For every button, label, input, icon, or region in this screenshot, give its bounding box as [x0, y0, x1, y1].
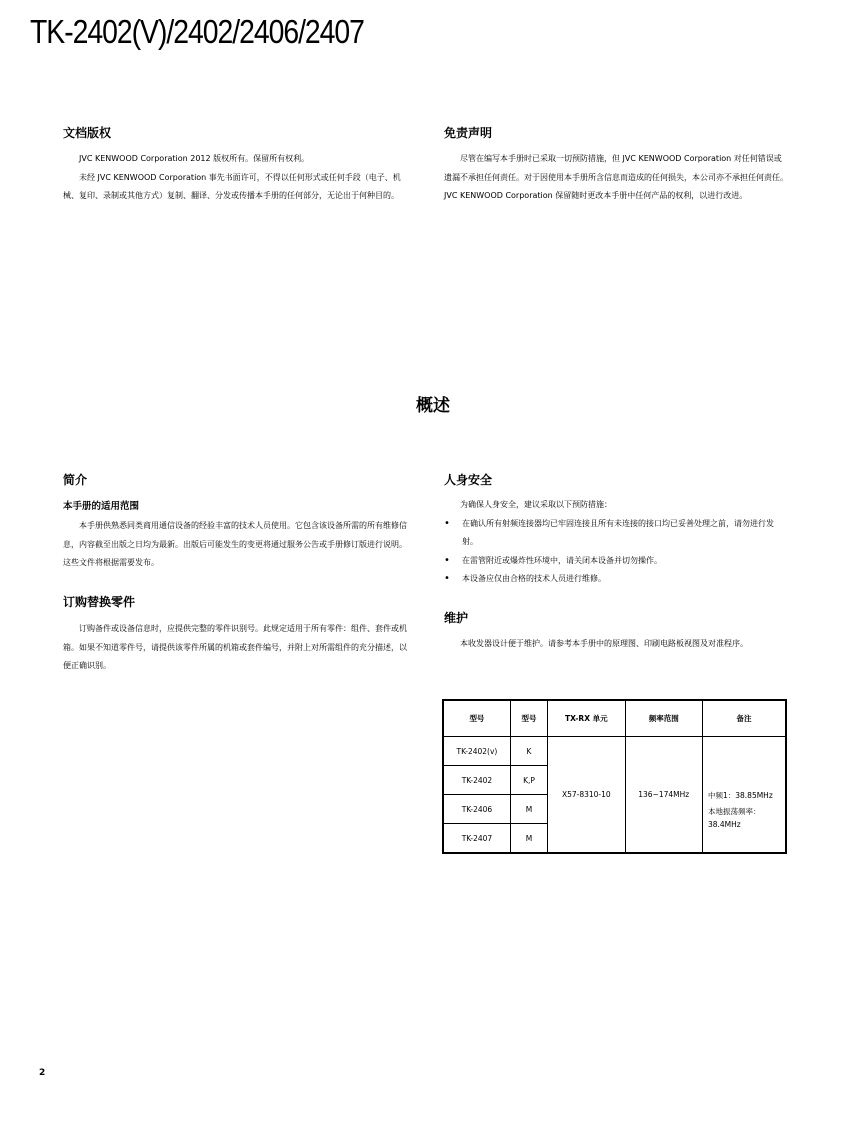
copyright-paragraph-2: 未经 JVC KENWOOD Corporation 事先书面许可，不得以任何形式或任何手段（电子、机械、复印、录制或其他方式）复制、翻译、分发或传播本手册的任何部分，无论出于何种目的。	[63, 172, 401, 200]
model-cell: TK-2402(v)	[443, 737, 510, 766]
col-header-unit: TX-RX 单元	[548, 700, 625, 737]
safety-text	[444, 496, 788, 589]
remarks-if: 中频1：38.85MHz	[707, 790, 773, 800]
unit-cell: X57-8310-10	[548, 737, 625, 854]
safety-list	[444, 515, 788, 589]
model-cell: TK-2402	[443, 766, 510, 795]
col-header-remarks: 备注	[702, 700, 786, 737]
col-header-frequency: 频率范围	[625, 700, 702, 737]
overview-title: 概述	[416, 396, 450, 416]
maintenance-paragraph: 本收发器设计便于维护。请参考本手册中的原理图、印刷电路板视图及对准程序。	[460, 639, 748, 648]
safety-item: • 在雷管附近或爆炸性环境中，请关闭本设备并切勿操作。	[444, 552, 788, 571]
disclaimer-text	[444, 150, 788, 206]
copyright-heading: 文档版权	[63, 126, 112, 140]
frequency-cell: 136~174MHz	[625, 737, 702, 854]
model-title: TK-2402(V)/2402/2406/2407	[30, 13, 364, 50]
col-header-model: 型号	[443, 700, 510, 737]
market-cell: M	[510, 795, 547, 824]
remarks-cell	[702, 737, 786, 854]
copyright-paragraph-1: JVC KENWOOD Corporation 2012 版权所有。保留所有权利。	[79, 154, 310, 163]
ordering-text	[63, 620, 408, 676]
maintenance-heading: 维护	[444, 611, 469, 625]
model-table	[442, 699, 787, 854]
ordering-heading: 订购替换零件	[63, 595, 136, 609]
page-number: 2	[39, 1068, 46, 1078]
safety-heading: 人身安全	[444, 473, 493, 487]
disclaimer-paragraph: 尽管在编写本手册时已采取一切预防措施，但 JVC KENWOOD Corporation 对任何错误或遗漏不承担任何责任。对于因使用本手册所含信息而造成的任何损失，本公司亦不承担任何责任。JVC KENWOOD Corporation 保留随时更改本手册中任何产品的权利，以进行改进。	[444, 154, 788, 200]
market-cell: M	[510, 824, 547, 854]
market-cell: K,P	[510, 766, 547, 795]
table-row	[443, 737, 786, 766]
safety-intro: 为确保人身安全，建议采取以下预防措施：	[460, 500, 612, 509]
model-cell: TK-2407	[443, 824, 510, 854]
scope-paragraph: 本手册供熟悉同类商用通信设备的经验丰富的技术人员使用。它包含该设备所需的所有维修信息，内容截至出版之日均为最新。出版后可能发生的变更将通过服务公告或手册修订版进行说明。这些文件将根据需要发布。	[63, 521, 407, 567]
remarks-lo: 本地振荡频率：38.4MHz	[707, 806, 761, 829]
safety-item: • 在确认所有射频连接器均已牢固连接且所有未连接的接口均已妥善处理之前，请勿进行发射。	[444, 515, 788, 552]
market-cell: K	[510, 737, 547, 766]
disclaimer-heading: 免责声明	[444, 126, 493, 140]
model-cell: TK-2406	[443, 795, 510, 824]
col-header-market: 型号	[510, 700, 547, 737]
maintenance-text	[444, 635, 788, 654]
scope-text	[63, 517, 408, 573]
scope-subheading: 本手册的适用范围	[63, 501, 140, 512]
safety-item: • 本设备应仅由合格的技术人员进行维修。	[444, 570, 788, 589]
ordering-paragraph: 订购备件或设备信息时，应提供完整的零件识别号。此规定适用于所有零件：组件、套件或机箱。如果不知道零件号，请提供该零件所属的机箱或套件编号，并附上对所需组件的充分描述，以便正确识别。	[63, 624, 407, 670]
copyright-text	[63, 150, 408, 206]
intro-heading: 简介	[63, 473, 88, 487]
table-header-row	[443, 700, 786, 737]
